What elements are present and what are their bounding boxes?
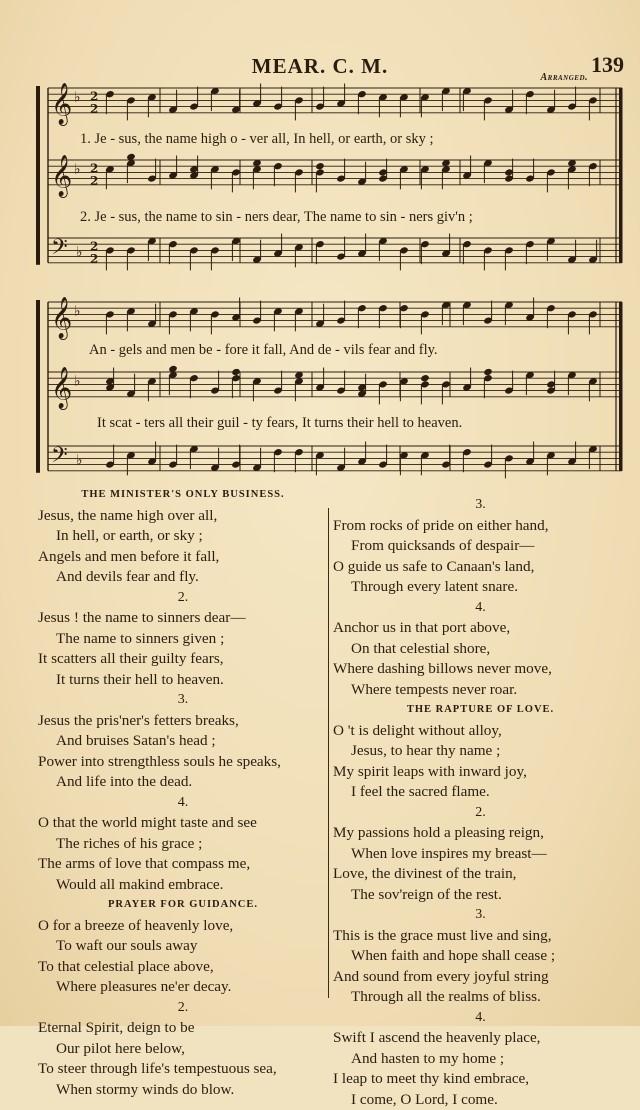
hymn-text-left-column: [38, 485, 328, 1100]
hymn-line: I come, O Lord, I come.: [333, 1090, 628, 1110]
treble-clef: 𝄞: [51, 296, 72, 339]
hymn-line: To waft our souls away: [38, 936, 328, 957]
hymn-heading: PRAYER FOR GUIDANCE.: [38, 895, 328, 916]
system1-lyric-verse1: 1. Je - sus, the name high o - ver all, In hell, or earth, or sky ;: [80, 131, 434, 148]
hymn-line: Love, the divinest of the train,: [333, 864, 628, 885]
page-number: 139: [591, 52, 624, 78]
hymn-line: Anchor us in that port above,: [333, 618, 628, 639]
time-signature-top: 2: [90, 89, 98, 103]
hymn-heading: THE MINISTER'S ONLY BUSINESS.: [38, 485, 328, 506]
verse-number: 2.: [333, 803, 628, 824]
hymn-line: To steer through life's tempestuous sea,: [38, 1059, 328, 1080]
hymn-line: In hell, or earth, or sky ;: [38, 526, 328, 547]
verse-number: 2.: [38, 998, 328, 1019]
hymn-line: My passions hold a pleasing reign,: [333, 823, 628, 844]
final-barline-thick: [619, 302, 623, 471]
time-signature-top: 2: [90, 239, 98, 253]
verse-number: 4.: [38, 793, 328, 814]
hymn-line: O for a breeze of heavenly love,: [38, 916, 328, 937]
column-divider: [328, 508, 329, 998]
flat-key-signature: ♭: [76, 453, 83, 469]
hymn-line: Where pleasures ne'er decay.: [38, 977, 328, 998]
hymn-line: The name to sinners given ;: [38, 629, 328, 650]
hymn-line: From quicksands of despair—: [333, 536, 628, 557]
treble-clef: 𝄞: [51, 154, 72, 197]
hymn-line: Jesus, the name high over all,: [38, 506, 328, 527]
hymn-line: It turns their hell to heaven.: [38, 670, 328, 691]
hymn-line: It scatters all their guilty fears,: [38, 649, 328, 670]
hymn-line: Through every latent snare.: [333, 577, 628, 598]
hymn-heading: THE RAPTURE OF LOVE.: [333, 700, 628, 721]
verse-number: 3.: [38, 690, 328, 711]
hymn-line: O that the world might taste and see: [38, 813, 328, 834]
hymn-line: When faith and hope shall cease ;: [333, 946, 628, 967]
hymn-line: My spirit leaps with inward joy,: [333, 762, 628, 783]
hymn-line: Angels and men before it fall,: [38, 547, 328, 568]
flat-key-signature: ♭: [74, 162, 81, 178]
flat-key-signature: ♭: [74, 374, 81, 390]
hymn-line: Through all the realms of bliss.: [333, 987, 628, 1008]
hymn-line: The sov'reign of the rest.: [333, 885, 628, 906]
system2-lyric-verse1: An - gels and men be - fore it fall, And de - vils fear and fly.: [89, 342, 438, 359]
hymn-line: The arms of love that compass me,: [38, 854, 328, 875]
hymn-line: Jesus ! the name to sinners dear—: [38, 608, 328, 629]
time-signature-bottom: 2: [90, 174, 98, 188]
hymn-line: Where tempests never roar.: [333, 680, 628, 701]
system1-lyric-verse2: 2. Je - sus, the name to sin - ners dear, The name to sin - ners giv'n ;: [80, 209, 473, 226]
hymn-line: I feel the sacred flame.: [333, 782, 628, 803]
flat-key-signature: ♭: [76, 245, 83, 261]
flat-key-signature: ♭: [74, 304, 81, 320]
verse-number: 4.: [333, 598, 628, 619]
hymn-line: Power into strengthless souls he speaks,: [38, 752, 328, 773]
verse-number: 4.: [333, 1008, 628, 1029]
hymn-line: And life into the dead.: [38, 772, 328, 793]
hymn-line: From rocks of pride on either hand,: [333, 516, 628, 537]
hymn-line: Eternal Spirit, deign to be: [38, 1018, 328, 1039]
note-head-chord: [315, 162, 325, 170]
hymn-line: Where dashing billows never move,: [333, 659, 628, 680]
hymn-line: Our pilot here below,: [38, 1039, 328, 1060]
bass-clef: 𝄢: [51, 443, 68, 473]
bass-clef: 𝄢: [51, 235, 68, 265]
verse-number: 3.: [333, 905, 628, 926]
hymn-line: I leap to meet thy kind embrace,: [333, 1069, 628, 1090]
hymn-line: When stormy winds do blow.: [38, 1080, 328, 1101]
hymn-line: The riches of his grace ;: [38, 834, 328, 855]
treble-clef: 𝄞: [51, 82, 72, 125]
flat-key-signature: ♭: [74, 90, 81, 106]
note-head-chord: [231, 368, 241, 376]
hymn-line: Jesus the pris'ner's fetters breaks,: [38, 711, 328, 732]
final-barline-thick: [619, 88, 623, 263]
hymn-line: O 't is delight without alloy,: [333, 721, 628, 742]
music-score: [0, 0, 640, 480]
hymn-line: Would all makind embrace.: [38, 875, 328, 896]
hymn-line: Swift I ascend the heavenly place,: [333, 1028, 628, 1049]
hymn-line: And hasten to my home ;: [333, 1049, 628, 1070]
system-bracket: [36, 86, 40, 265]
hymn-line: When love inspires my breast—: [333, 844, 628, 865]
hymn-line: And sound from every joyful string: [333, 967, 628, 988]
system-bracket: [36, 300, 40, 473]
hymn-line: This is the grace must live and sing,: [333, 926, 628, 947]
system2-lyric-verse2: It scat - ters all their guil - ty fears, It turns their hell to heaven.: [97, 415, 462, 432]
tune-title: MEAR. C. M.: [0, 54, 640, 79]
hymn-line: On that celestial shore,: [333, 639, 628, 660]
time-signature-top: 2: [90, 161, 98, 175]
hymn-text-right-column: [333, 495, 628, 1110]
arranged-credit: Arranged.: [540, 72, 588, 83]
hymn-line: To that celestial place above,: [38, 957, 328, 978]
verse-number: 3.: [333, 495, 628, 516]
treble-clef: 𝄞: [51, 366, 72, 409]
hymn-line: O guide us safe to Canaan's land,: [333, 557, 628, 578]
verse-number: 2.: [38, 588, 328, 609]
note-head-chord: [420, 374, 430, 382]
time-signature-bottom: 2: [90, 252, 98, 266]
hymn-line: And bruises Satan's head ;: [38, 731, 328, 752]
note-head-chord: [483, 368, 493, 376]
hymn-line: And devils fear and fly.: [38, 567, 328, 588]
time-signature-bottom: 2: [90, 102, 98, 116]
hymn-line: Jesus, to hear thy name ;: [333, 741, 628, 762]
